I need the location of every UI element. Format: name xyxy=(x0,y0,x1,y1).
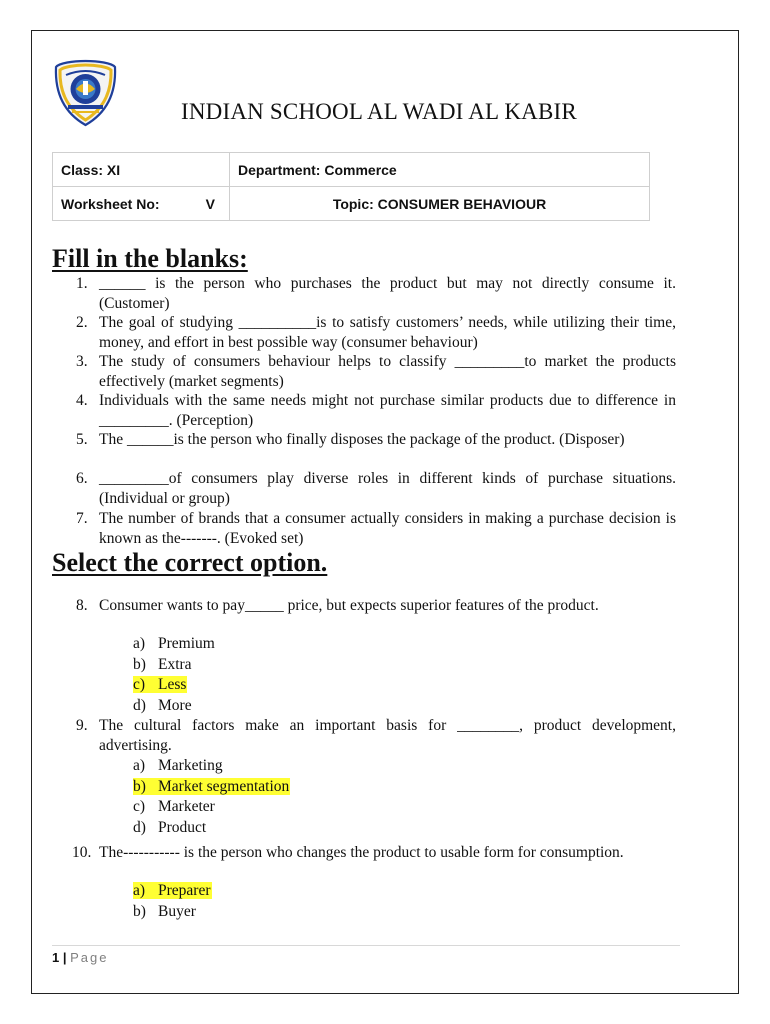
question-item xyxy=(76,391,676,430)
option-label: a) xyxy=(133,882,146,899)
option-text: Extra xyxy=(158,655,192,673)
option-label: a) xyxy=(133,757,146,774)
page-word: Page xyxy=(70,950,109,965)
class-cell: Class: XI xyxy=(53,153,230,187)
option-item xyxy=(133,634,215,655)
select-option-heading: Select the correct option. xyxy=(52,548,328,577)
question-text: Consumer wants to pay_____ price, but expects superior features of the product. xyxy=(99,597,599,614)
question-item xyxy=(76,509,676,548)
question-text: The study of consumers behaviour helps to classify _________to market the products effectively (market segments) xyxy=(99,353,676,390)
answer-highlight xyxy=(133,778,290,795)
question-text: The----------- is the person who changes the product to usable form for consumption. xyxy=(99,844,624,861)
answer-highlight xyxy=(133,676,187,693)
option-label: b) xyxy=(133,902,146,920)
department-cell: Department: Commerce xyxy=(230,153,650,187)
option-text: More xyxy=(158,696,192,714)
answer-highlight xyxy=(133,882,212,899)
option-text: Marketing xyxy=(158,757,223,774)
option-label: c) xyxy=(133,798,146,815)
question-number: 1. xyxy=(76,275,88,292)
worksheet-value: V xyxy=(205,195,215,212)
options-list xyxy=(133,634,215,716)
option-label: b) xyxy=(133,777,146,795)
info-table xyxy=(52,152,650,221)
option-label: c) xyxy=(133,676,146,693)
question-text: The ______is the person who finally disposes the package of the product. (Disposer) xyxy=(99,431,625,448)
fill-blanks-heading: Fill in the blanks: xyxy=(52,244,248,273)
option-label: b) xyxy=(133,655,146,673)
question-text: The goal of studying __________is to satisfy customers’ needs, while utilizing their time, money, and effort in best possible way (consumer behaviour) xyxy=(99,314,676,351)
question-item xyxy=(76,596,676,616)
question-text: _________of consumers play diverse roles in different kinds of purchase situations. (Individual or group) xyxy=(99,470,676,507)
option-text: Preparer xyxy=(158,882,211,899)
option-item xyxy=(133,797,290,818)
question-number: 5. xyxy=(76,431,88,448)
option-item xyxy=(133,655,215,676)
option-item-correct xyxy=(133,777,290,798)
question-number: 4. xyxy=(76,392,88,409)
question-text: The cultural factors make an important basis for ________, product development, advertising. xyxy=(99,717,676,754)
question-item xyxy=(76,313,676,352)
school-name: INDIAN SCHOOL AL WADI AL KABIR xyxy=(181,99,577,124)
question-number: 9. xyxy=(76,717,88,734)
question-number: 7. xyxy=(76,510,88,527)
option-label: a) xyxy=(133,635,146,652)
question-text: The number of brands that a consumer actually considers in making a purchase decision is known as the-------. (Evoked set) xyxy=(99,510,676,547)
question-number: 2. xyxy=(76,314,88,331)
option-item xyxy=(133,818,290,839)
page-footer xyxy=(52,950,109,965)
question-number: 10. xyxy=(72,844,92,861)
question-item xyxy=(76,716,676,755)
topic-cell: Topic: CONSUMER BEHAVIOUR xyxy=(230,187,650,221)
question-item xyxy=(76,274,676,313)
worksheet-cell xyxy=(53,187,230,221)
option-label: d) xyxy=(133,696,146,714)
options-list xyxy=(133,881,212,922)
question-item xyxy=(76,430,676,450)
options-list xyxy=(133,756,290,838)
option-text: Market segmentation xyxy=(158,777,290,795)
option-item xyxy=(133,902,212,923)
option-text: Less xyxy=(158,676,187,693)
footer-separator: | xyxy=(62,950,67,965)
question-text: Individuals with the same needs might not purchase similar products due to difference in _________. (Perception) xyxy=(99,392,676,429)
footer-divider xyxy=(52,945,680,946)
worksheet-label: Worksheet No: xyxy=(61,195,160,212)
option-text: Buyer xyxy=(158,902,196,920)
option-text: Product xyxy=(158,818,207,836)
option-item-correct xyxy=(133,881,212,902)
option-item xyxy=(133,696,215,717)
option-item-correct xyxy=(133,675,215,696)
option-text: Marketer xyxy=(158,798,215,815)
question-item xyxy=(76,469,676,508)
question-number: 3. xyxy=(76,353,88,370)
question-item xyxy=(72,843,676,863)
option-item xyxy=(133,756,290,777)
question-item xyxy=(76,352,676,391)
option-text: Premium xyxy=(158,635,215,652)
question-number: 6. xyxy=(76,470,88,487)
question-text: ______ is the person who purchases the product but may not directly consume it. (Customer) xyxy=(99,275,676,312)
question-number: 8. xyxy=(76,597,88,614)
option-label: d) xyxy=(133,818,146,836)
page-number: 1 xyxy=(52,950,60,965)
